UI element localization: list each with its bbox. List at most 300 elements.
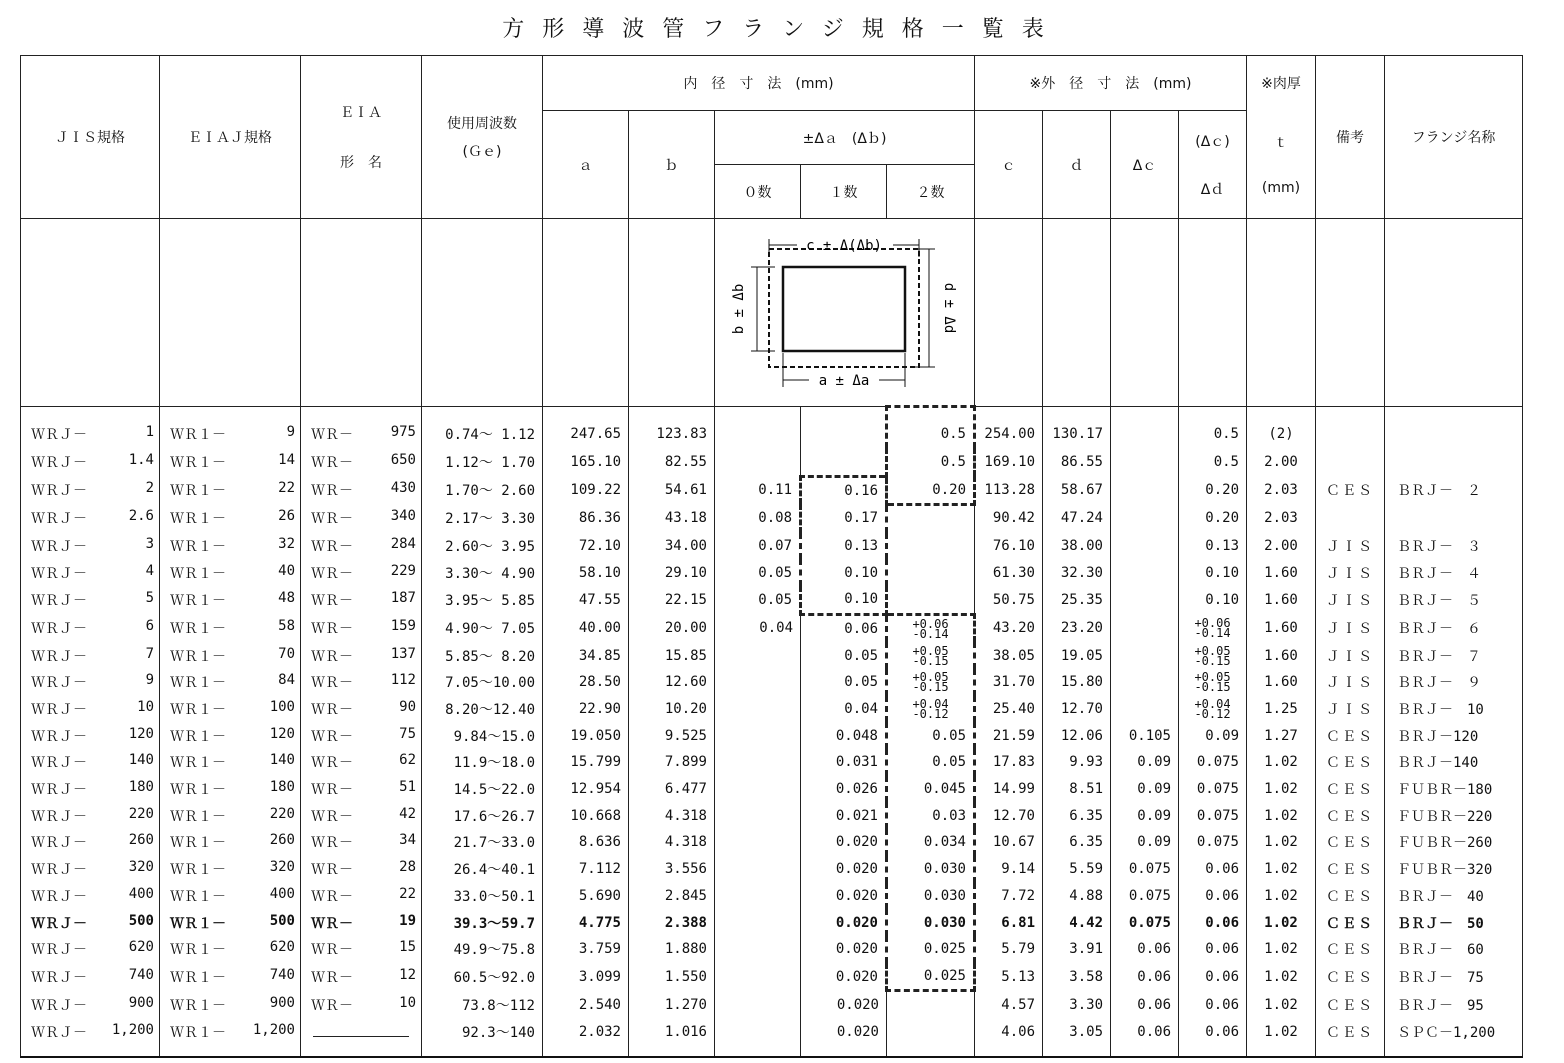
cell-jis bbox=[21, 963, 160, 991]
cell-dc: 0.09 bbox=[1111, 776, 1179, 803]
cell-c: 254.00 bbox=[975, 407, 1043, 449]
table-row bbox=[21, 856, 1523, 883]
cell-dcd: 0.09 bbox=[1179, 722, 1247, 749]
cell-a: 40.00 bbox=[543, 614, 629, 642]
cell-b: 82.55 bbox=[629, 448, 715, 476]
cell-jis bbox=[21, 856, 160, 883]
cell-d: 58.67 bbox=[1043, 476, 1111, 504]
tolerance-pair bbox=[1194, 616, 1231, 641]
cell-note: ＪＩＳ bbox=[1316, 614, 1385, 642]
cell-c: 12.70 bbox=[975, 802, 1043, 829]
cell-g2: 0.034 bbox=[887, 829, 975, 856]
cell-g1: 0.031 bbox=[801, 749, 887, 776]
table-row bbox=[21, 448, 1523, 476]
cell-dcd: 0.06 bbox=[1179, 963, 1247, 991]
cell-eia bbox=[301, 883, 422, 910]
cell-g2: 0.030 bbox=[887, 909, 975, 936]
prefix-jis: ＷＲＪ－ bbox=[31, 755, 87, 772]
cell-t: 1.02 bbox=[1247, 1019, 1316, 1057]
cell-jis bbox=[21, 883, 160, 910]
table-row bbox=[21, 829, 1523, 856]
table-row bbox=[21, 476, 1523, 504]
cell-dc: 0.06 bbox=[1111, 991, 1179, 1019]
cell-eiaj bbox=[160, 722, 301, 749]
prefix-jis: ＷＲＪ－ bbox=[31, 915, 87, 932]
cell-t: 1.25 bbox=[1247, 696, 1316, 723]
cell-g0 bbox=[715, 909, 801, 936]
prefix-eiaj: ＷＲ１－ bbox=[170, 755, 226, 772]
cell-dc: 0.06 bbox=[1111, 963, 1179, 991]
cell-dc bbox=[1111, 696, 1179, 723]
prefix-eiaj: ＷＲ１－ bbox=[170, 728, 226, 745]
cell-note: ＪＩＳ bbox=[1316, 669, 1385, 696]
cell-d: 12.70 bbox=[1043, 696, 1111, 723]
cell-freq: 1.12～ 1.70 bbox=[422, 448, 543, 476]
cell-c: 4.06 bbox=[975, 1019, 1043, 1057]
cell-flange: ＢＲＪ－ ２ bbox=[1385, 476, 1523, 504]
prefix-eia: ＷＲ－ bbox=[311, 835, 353, 852]
cell-c: 21.59 bbox=[975, 722, 1043, 749]
cell-a: 72.10 bbox=[543, 533, 629, 560]
cell-freq: 4.90～ 7.05 bbox=[422, 614, 543, 642]
cell-g1: 0.17 bbox=[801, 504, 887, 532]
value-eia: 51 bbox=[399, 779, 416, 796]
cell-t: 1.02 bbox=[1247, 776, 1316, 803]
value-jis: 3 bbox=[145, 535, 154, 552]
cell-note: ＣＥＳ bbox=[1316, 936, 1385, 963]
cell-dc: 0.075 bbox=[1111, 909, 1179, 936]
prefix-eiaj: ＷＲ１－ bbox=[170, 888, 226, 905]
cell-g0 bbox=[715, 642, 801, 669]
cell-a: 3.759 bbox=[543, 936, 629, 963]
cell-a: 12.954 bbox=[543, 776, 629, 803]
cell-eiaj bbox=[160, 909, 301, 936]
prefix-eia: ＷＲ－ bbox=[311, 648, 353, 665]
cell-g2 bbox=[887, 642, 975, 669]
cell-b: 7.899 bbox=[629, 749, 715, 776]
cell-eia bbox=[301, 559, 422, 586]
cell-b: 22.15 bbox=[629, 586, 715, 614]
cell-g1: 0.021 bbox=[801, 802, 887, 829]
cell-flange bbox=[1385, 504, 1523, 532]
prefix-eiaj: ＷＲ１－ bbox=[170, 565, 226, 582]
cell-freq: 14.5～22.0 bbox=[422, 776, 543, 803]
cell-dcd: 0.075 bbox=[1179, 749, 1247, 776]
diagram-left-label: b ± Δb bbox=[731, 283, 747, 335]
cell-t: 1.02 bbox=[1247, 909, 1316, 936]
cell-d: 23.20 bbox=[1043, 614, 1111, 642]
cell-jis bbox=[21, 802, 160, 829]
header-flange-name: フランジ名称 bbox=[1385, 56, 1523, 219]
cell-note: ＣＥＳ bbox=[1316, 883, 1385, 910]
tolerance-plus: +0.05 bbox=[1194, 643, 1231, 658]
cell-eiaj bbox=[160, 856, 301, 883]
value-eiaj: 220 bbox=[269, 805, 295, 822]
prefix-eiaj: ＷＲ１－ bbox=[170, 969, 226, 986]
prefix-eiaj: ＷＲ１－ bbox=[170, 621, 226, 638]
header-frequency-line1: 使用周波数 bbox=[447, 116, 517, 132]
cell-dcd: 0.10 bbox=[1179, 586, 1247, 614]
cell-eia bbox=[301, 1019, 422, 1057]
cell-eiaj bbox=[160, 586, 301, 614]
value-eia: 284 bbox=[390, 535, 416, 552]
cell-g1 bbox=[801, 407, 887, 449]
cell-c: 7.72 bbox=[975, 883, 1043, 910]
prefix-eia: ＷＲ－ bbox=[311, 675, 353, 692]
cell-freq: 8.20～12.40 bbox=[422, 696, 543, 723]
cell-jis bbox=[21, 559, 160, 586]
cell-d: 6.35 bbox=[1043, 802, 1111, 829]
prefix-jis: ＷＲＪ－ bbox=[31, 862, 87, 879]
cell-t: 1.02 bbox=[1247, 829, 1316, 856]
cell-g2 bbox=[887, 614, 975, 642]
cell-jis bbox=[21, 722, 160, 749]
cell-eiaj bbox=[160, 476, 301, 504]
value-eiaj: 14 bbox=[278, 452, 295, 469]
prefix-eiaj: ＷＲ１－ bbox=[170, 702, 226, 719]
prefix-eiaj: ＷＲ１－ bbox=[170, 1025, 226, 1042]
cell-note: ＣＥＳ bbox=[1316, 963, 1385, 991]
cell-c: 169.10 bbox=[975, 448, 1043, 476]
cell-d: 3.58 bbox=[1043, 963, 1111, 991]
cell-eiaj bbox=[160, 991, 301, 1019]
cell-g1: 0.020 bbox=[801, 1019, 887, 1057]
prefix-eia: ＷＲ－ bbox=[311, 483, 353, 500]
tolerance-plus: +0.05 bbox=[912, 670, 949, 685]
cell-c: 90.42 bbox=[975, 504, 1043, 532]
prefix-eiaj: ＷＲ１－ bbox=[170, 782, 226, 799]
cell-c: 6.81 bbox=[975, 909, 1043, 936]
cell-eia bbox=[301, 586, 422, 614]
cell-b: 54.61 bbox=[629, 476, 715, 504]
cell-g0 bbox=[715, 829, 801, 856]
cell-dc bbox=[1111, 533, 1179, 560]
value-eiaj: 9 bbox=[286, 423, 295, 440]
cell-g2 bbox=[887, 696, 975, 723]
cell-jis bbox=[21, 669, 160, 696]
cell-g0: 0.05 bbox=[715, 586, 801, 614]
cell-eiaj bbox=[160, 936, 301, 963]
header-thickness bbox=[1247, 111, 1316, 219]
prefix-eia: ＷＲ－ bbox=[311, 511, 353, 528]
tolerance-minus: -0.15 bbox=[1194, 653, 1231, 668]
cell-b: 123.83 bbox=[629, 407, 715, 449]
value-jis: 1 bbox=[145, 423, 154, 440]
cell-a: 58.10 bbox=[543, 559, 629, 586]
cell-g0 bbox=[715, 448, 801, 476]
cell-note: ＪＩＳ bbox=[1316, 559, 1385, 586]
cell-g0: 0.04 bbox=[715, 614, 801, 642]
cell-g0 bbox=[715, 749, 801, 776]
cell-dc bbox=[1111, 642, 1179, 669]
value-eiaj: 740 bbox=[269, 966, 295, 983]
header-frequency bbox=[422, 56, 543, 219]
cell-eia bbox=[301, 696, 422, 723]
table-row bbox=[21, 559, 1523, 586]
cell-g1: 0.026 bbox=[801, 776, 887, 803]
cell-eiaj bbox=[160, 883, 301, 910]
header-eia-line1: ＥＩＡ bbox=[340, 105, 382, 121]
cell-eia bbox=[301, 829, 422, 856]
table-row bbox=[21, 533, 1523, 560]
cell-g0 bbox=[715, 963, 801, 991]
cell-g0: 0.05 bbox=[715, 559, 801, 586]
diagram-bottom-label: a ± Δa bbox=[818, 373, 870, 389]
cell-g2: 0.05 bbox=[887, 749, 975, 776]
cell-eia bbox=[301, 533, 422, 560]
cell-dcd: 0.06 bbox=[1179, 909, 1247, 936]
cell-c: 17.83 bbox=[975, 749, 1043, 776]
cell-d: 19.05 bbox=[1043, 642, 1111, 669]
cell-freq: 0.74～ 1.12 bbox=[422, 407, 543, 449]
value-jis: 6 bbox=[145, 618, 154, 635]
cell-freq: 26.4～40.1 bbox=[422, 856, 543, 883]
value-eia: 90 bbox=[399, 699, 416, 716]
cell-eia bbox=[301, 776, 422, 803]
cell-c: 61.30 bbox=[975, 559, 1043, 586]
cell-dc: 0.09 bbox=[1111, 829, 1179, 856]
cell-t: 1.02 bbox=[1247, 856, 1316, 883]
cell-jis bbox=[21, 642, 160, 669]
cell-g2 bbox=[887, 586, 975, 614]
cell-a: 10.668 bbox=[543, 802, 629, 829]
cell-b: 1.016 bbox=[629, 1019, 715, 1057]
cell-note: ＣＥＳ bbox=[1316, 829, 1385, 856]
cell-flange: ＢＲＪ－ ３ bbox=[1385, 533, 1523, 560]
prefix-eia: ＷＲ－ bbox=[311, 755, 353, 772]
cell-eia bbox=[301, 407, 422, 449]
prefix-eiaj: ＷＲ１－ bbox=[170, 915, 226, 932]
cell-flange: ＢＲＪ－ 95 bbox=[1385, 991, 1523, 1019]
value-jis: 9 bbox=[145, 672, 154, 689]
cell-note: ＣＥＳ bbox=[1316, 476, 1385, 504]
cell-g1: 0.020 bbox=[801, 963, 887, 991]
header-delta-cd-line2: Δｄ bbox=[1200, 181, 1225, 198]
cell-eia bbox=[301, 476, 422, 504]
cell-jis bbox=[21, 991, 160, 1019]
cell-flange: ＢＲＪ－ 60 bbox=[1385, 936, 1523, 963]
cell-jis bbox=[21, 476, 160, 504]
cell-d: 9.93 bbox=[1043, 749, 1111, 776]
header-delta-cd bbox=[1179, 111, 1247, 219]
cell-dcd: 0.075 bbox=[1179, 829, 1247, 856]
cell-t: 1.02 bbox=[1247, 883, 1316, 910]
cell-t: 1.60 bbox=[1247, 559, 1316, 586]
cell-a: 7.112 bbox=[543, 856, 629, 883]
cell-jis bbox=[21, 504, 160, 532]
cell-b: 3.556 bbox=[629, 856, 715, 883]
cell-g0 bbox=[715, 883, 801, 910]
cell-note: ＣＥＳ bbox=[1316, 991, 1385, 1019]
header-delta-c: Δｃ bbox=[1111, 111, 1179, 219]
prefix-jis: ＷＲＪ－ bbox=[31, 1025, 87, 1042]
cell-dcd: 0.10 bbox=[1179, 559, 1247, 586]
cell-dc: 0.09 bbox=[1111, 749, 1179, 776]
table-row bbox=[21, 407, 1523, 449]
cell-flange: ＦＵＢＲ－220 bbox=[1385, 802, 1523, 829]
cell-eiaj bbox=[160, 749, 301, 776]
header-tolerance: ±Δａ (Δｂ) bbox=[715, 111, 975, 165]
cell-t: 1.02 bbox=[1247, 963, 1316, 991]
cell-eia bbox=[301, 749, 422, 776]
cell-t: 1.02 bbox=[1247, 749, 1316, 776]
cell-freq: 21.7～33.0 bbox=[422, 829, 543, 856]
cell-a: 2.032 bbox=[543, 1019, 629, 1057]
cell-dc bbox=[1111, 559, 1179, 586]
cell-g2: 0.05 bbox=[887, 722, 975, 749]
header-grade2: ２数 bbox=[887, 165, 975, 219]
cell-g1: 0.10 bbox=[801, 586, 887, 614]
cell-g0 bbox=[715, 696, 801, 723]
cell-freq: 60.5～92.0 bbox=[422, 963, 543, 991]
value-jis: 5 bbox=[145, 590, 154, 607]
cell-flange: ＢＲＪ－ ５ bbox=[1385, 586, 1523, 614]
cell-b: 4.318 bbox=[629, 829, 715, 856]
cell-d: 38.00 bbox=[1043, 533, 1111, 560]
header-delta-cd-line1: (Δｃ) bbox=[1195, 133, 1230, 150]
value-eiaj: 620 bbox=[269, 939, 295, 956]
cell-g2: 0.025 bbox=[887, 963, 975, 991]
cell-flange: ＦＵＢＲ－260 bbox=[1385, 829, 1523, 856]
value-eiaj: 58 bbox=[278, 618, 295, 635]
cell-d: 4.42 bbox=[1043, 909, 1111, 936]
prefix-jis: ＷＲＪ－ bbox=[31, 808, 87, 825]
cell-eia bbox=[301, 448, 422, 476]
cell-freq: 17.6～26.7 bbox=[422, 802, 543, 829]
tolerance-plus: +0.04 bbox=[912, 697, 949, 712]
cell-b: 12.60 bbox=[629, 669, 715, 696]
prefix-eiaj: ＷＲ１－ bbox=[170, 862, 226, 879]
prefix-jis: ＷＲＪ－ bbox=[31, 426, 87, 443]
cell-dcd: 0.06 bbox=[1179, 936, 1247, 963]
cell-a: 5.690 bbox=[543, 883, 629, 910]
cell-g2 bbox=[887, 991, 975, 1019]
cell-flange: ＢＲＪ－ 75 bbox=[1385, 963, 1523, 991]
table-row bbox=[21, 696, 1523, 723]
cell-g2: 0.030 bbox=[887, 856, 975, 883]
tolerance-plus: +0.06 bbox=[912, 616, 949, 631]
cell-g2: 0.20 bbox=[887, 476, 975, 504]
cell-dcd: 0.06 bbox=[1179, 991, 1247, 1019]
cell-t: 1.60 bbox=[1247, 669, 1316, 696]
value-jis: 1.4 bbox=[128, 452, 154, 469]
prefix-eia: ＷＲ－ bbox=[311, 915, 353, 932]
prefix-jis: ＷＲＪ－ bbox=[31, 511, 87, 528]
cell-note bbox=[1316, 504, 1385, 532]
cell-b: 20.00 bbox=[629, 614, 715, 642]
cell-t: 1.27 bbox=[1247, 722, 1316, 749]
value-jis: 500 bbox=[128, 912, 154, 929]
cell-eiaj bbox=[160, 802, 301, 829]
value-eia: 650 bbox=[390, 452, 416, 469]
header-outer-dimensions: ※外 径 寸 法 (mm) bbox=[975, 56, 1247, 111]
prefix-eia: ＷＲ－ bbox=[311, 565, 353, 582]
tolerance-pair bbox=[912, 616, 949, 641]
cell-b: 10.20 bbox=[629, 696, 715, 723]
prefix-jis: ＷＲＪ－ bbox=[31, 621, 87, 638]
cell-a: 4.775 bbox=[543, 909, 629, 936]
cell-dc: 0.105 bbox=[1111, 722, 1179, 749]
cell-jis bbox=[21, 1019, 160, 1057]
tolerance-minus: -0.12 bbox=[1194, 707, 1231, 722]
value-eia: 159 bbox=[390, 618, 416, 635]
cell-note bbox=[1316, 448, 1385, 476]
cell-a: 22.90 bbox=[543, 696, 629, 723]
cell-g2 bbox=[887, 504, 975, 532]
cell-eiaj bbox=[160, 407, 301, 449]
header-inner-dimensions: 内 径 寸 法 (mm) bbox=[543, 56, 975, 111]
table-row bbox=[21, 963, 1523, 991]
cell-freq: 49.9～75.8 bbox=[422, 936, 543, 963]
value-eia: 229 bbox=[390, 562, 416, 579]
cell-freq: 5.85～ 8.20 bbox=[422, 642, 543, 669]
prefix-eiaj: ＷＲ１－ bbox=[170, 648, 226, 665]
tolerance-pair bbox=[912, 643, 949, 668]
cell-d: 130.17 bbox=[1043, 407, 1111, 449]
cell-dc bbox=[1111, 476, 1179, 504]
cell-freq: 39.3～59.7 bbox=[422, 909, 543, 936]
prefix-jis: ＷＲＪ－ bbox=[31, 593, 87, 610]
diagram-row bbox=[21, 219, 1523, 407]
cell-g2: 0.030 bbox=[887, 883, 975, 910]
cell-eiaj bbox=[160, 448, 301, 476]
prefix-jis: ＷＲＪ－ bbox=[31, 997, 87, 1014]
cell-b: 29.10 bbox=[629, 559, 715, 586]
cell-t: 1.02 bbox=[1247, 991, 1316, 1019]
cell-dcd: 0.13 bbox=[1179, 533, 1247, 560]
cell-eiaj bbox=[160, 1019, 301, 1057]
cell-g0: 0.07 bbox=[715, 533, 801, 560]
value-eiaj: 84 bbox=[278, 672, 295, 689]
prefix-jis: ＷＲＪ－ bbox=[31, 888, 87, 905]
prefix-eiaj: ＷＲ１－ bbox=[170, 455, 226, 472]
cell-c: 38.05 bbox=[975, 642, 1043, 669]
value-jis: 400 bbox=[128, 885, 154, 902]
cell-b: 1.880 bbox=[629, 936, 715, 963]
diagram-top-label: c ± Δ(Δb) bbox=[806, 238, 882, 254]
table-row bbox=[21, 1019, 1523, 1057]
cell-g0 bbox=[715, 802, 801, 829]
cell-dc bbox=[1111, 614, 1179, 642]
cell-jis bbox=[21, 696, 160, 723]
table-row bbox=[21, 669, 1523, 696]
cell-flange: ＢＲＪ－120 bbox=[1385, 722, 1523, 749]
prefix-eia: ＷＲ－ bbox=[311, 782, 353, 799]
tolerance-pair bbox=[912, 670, 949, 695]
value-eiaj: 400 bbox=[269, 885, 295, 902]
cell-b: 1.270 bbox=[629, 991, 715, 1019]
value-jis: 4 bbox=[145, 562, 154, 579]
cell-g1: 0.06 bbox=[801, 614, 887, 642]
cell-g1: 0.020 bbox=[801, 991, 887, 1019]
flange-diagram bbox=[717, 227, 969, 397]
cell-eiaj bbox=[160, 504, 301, 532]
header-thickness-line1: ※肉厚 bbox=[1247, 56, 1316, 111]
value-jis: 7 bbox=[145, 645, 154, 662]
header-eiaj: ＥＩＡＪ規格 bbox=[160, 56, 301, 219]
header-c: ｃ bbox=[975, 111, 1043, 219]
cell-a: 165.10 bbox=[543, 448, 629, 476]
table-row bbox=[21, 586, 1523, 614]
cell-note: ＣＥＳ bbox=[1316, 722, 1385, 749]
cell-freq: 11.9～18.0 bbox=[422, 749, 543, 776]
tolerance-pair bbox=[912, 697, 949, 722]
header-thickness-line3: (mm) bbox=[1261, 180, 1301, 197]
cell-flange: ＢＲＪ－ ６ bbox=[1385, 614, 1523, 642]
waveguide-flange-table bbox=[20, 55, 1523, 1058]
cell-d: 5.59 bbox=[1043, 856, 1111, 883]
cell-dc: 0.06 bbox=[1111, 1019, 1179, 1057]
